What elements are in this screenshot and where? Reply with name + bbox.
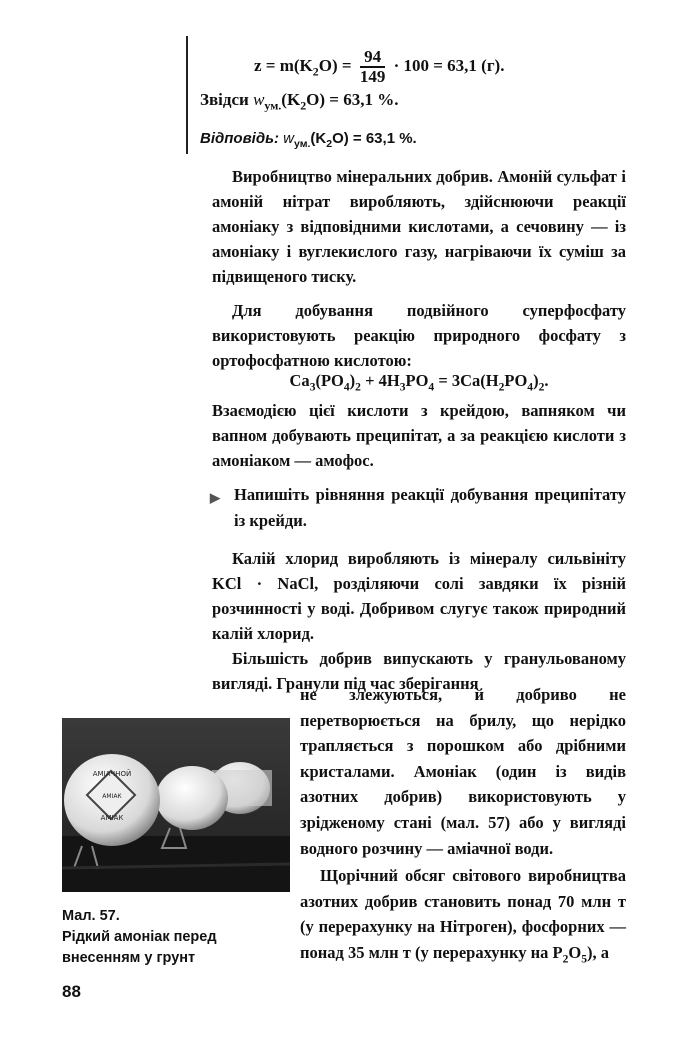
subscript: ум. <box>294 138 311 150</box>
formula-text: Звідси <box>200 90 249 109</box>
formula-text: O) = <box>318 55 352 75</box>
formula-symbol: w <box>253 90 265 109</box>
paragraph-text: Щорічний обсяг світового виробництва азотних добрив становить понад 70 млн т (у перерахунку на Нітроген), фосфорних — понад 35 млн т (у перерахунку на P <box>300 866 626 962</box>
paragraph-text: Амоній сульфат і амоній нітрат виробляють, здійснюючи реакції амоніаку з відповідними кислотами, а сечовину — із амоніаку і вуглекислого газу, нагріваючи їх суміш за підвищеного тиску. <box>212 167 626 286</box>
task-text: Напишіть рівняння реакції добування преципітату із крейди. <box>234 485 626 530</box>
fraction <box>360 48 386 86</box>
subscript: ум. <box>264 98 282 113</box>
paragraph-production-volume <box>300 863 626 973</box>
subscript: 2 <box>312 64 319 79</box>
subscript: 2 <box>300 98 307 113</box>
formula-line-2 <box>200 90 398 113</box>
paragraph-precipitate <box>212 398 626 473</box>
paragraph-text: Більшість добрив випускають у гранульованому вигляді. Гранули під час зберігання <box>212 649 626 693</box>
paragraph-production <box>212 164 626 289</box>
formula-text: · 100 = 63,1 (г). <box>393 55 505 75</box>
formula-line-1 <box>254 48 504 86</box>
formula-text: O) = 63,1 %. <box>332 130 417 147</box>
paragraph-ammonia <box>300 682 626 861</box>
formula-text: O) = 63,1 %. <box>306 90 399 109</box>
formula-text: (K <box>281 90 301 109</box>
formula-symbol: w <box>283 130 295 147</box>
subscript: 5 <box>581 953 587 966</box>
answer-line <box>200 130 417 150</box>
subscript: 2 <box>562 953 569 966</box>
formula-block <box>186 36 638 154</box>
paragraph-text: ), а <box>587 942 609 962</box>
section-heading: Виробництво мінеральних добрив. <box>232 167 493 186</box>
formula-text: (K <box>310 130 327 147</box>
caption-text: Рідкий амоніак перед внесенням у грунт <box>62 929 217 966</box>
triangle-arrow-icon: ▶ <box>210 490 220 505</box>
paragraph-text: Калій хлорид виробляють із мінералу сильвініту KCl · NaCl, розділяючи солі завдяки їх різній розчинності у воді. Добривом слугує також природний калій хлорид. <box>212 549 626 643</box>
figure-caption <box>62 906 292 969</box>
svg-text:АМІАК: АМІАК <box>102 793 122 800</box>
fraction-numerator: 94 <box>360 48 386 68</box>
paragraph-text: Для добування подвійного суперфосфату використовують реакцію природного фосфату з ортофосфатною кислотою: <box>212 301 626 370</box>
paragraph-potassium <box>212 546 626 646</box>
paragraph-text: O <box>568 942 582 962</box>
task-block <box>212 482 626 534</box>
chemical-equation: $Ca_3(PO_4)_2 + 4H_3PO_4 = 3Ca(H_2PO_4)_2$. <box>289 371 549 394</box>
fraction-denominator: 149 <box>359 67 386 86</box>
ammonia-tanks-image <box>62 718 290 892</box>
svg-text:АМІАЧНОЙ: АМІАЧНОЙ <box>92 770 132 778</box>
caption-title: Мал. 57. <box>62 908 120 924</box>
paragraph-superphosphate <box>212 298 626 373</box>
ammonia-tanks-photo <box>62 718 290 892</box>
page-number: 88 <box>62 982 81 1001</box>
answer-label: Відповідь: <box>200 130 279 147</box>
formula-text: z = m(K <box>254 55 313 75</box>
paragraph-text: Взаємодією цієї кислоти з крейдою, вапняком чи вапном добувають преципітат, а за реакцією кислоти з амоніаком — амофос. <box>212 401 626 470</box>
paragraph-text: не злежуються, й добриво не перетворюється на брилу, що нерідко трапляється з порошком або дрібними кристалами. Амоніак (один із видів азотних добрив) використовують у зрідженому стані (мал. 57) або у вигляді водного розчину — аміачної води. <box>300 685 626 858</box>
subscript: 2 <box>326 138 333 150</box>
svg-text:АМІАК: АМІАК <box>100 814 124 822</box>
